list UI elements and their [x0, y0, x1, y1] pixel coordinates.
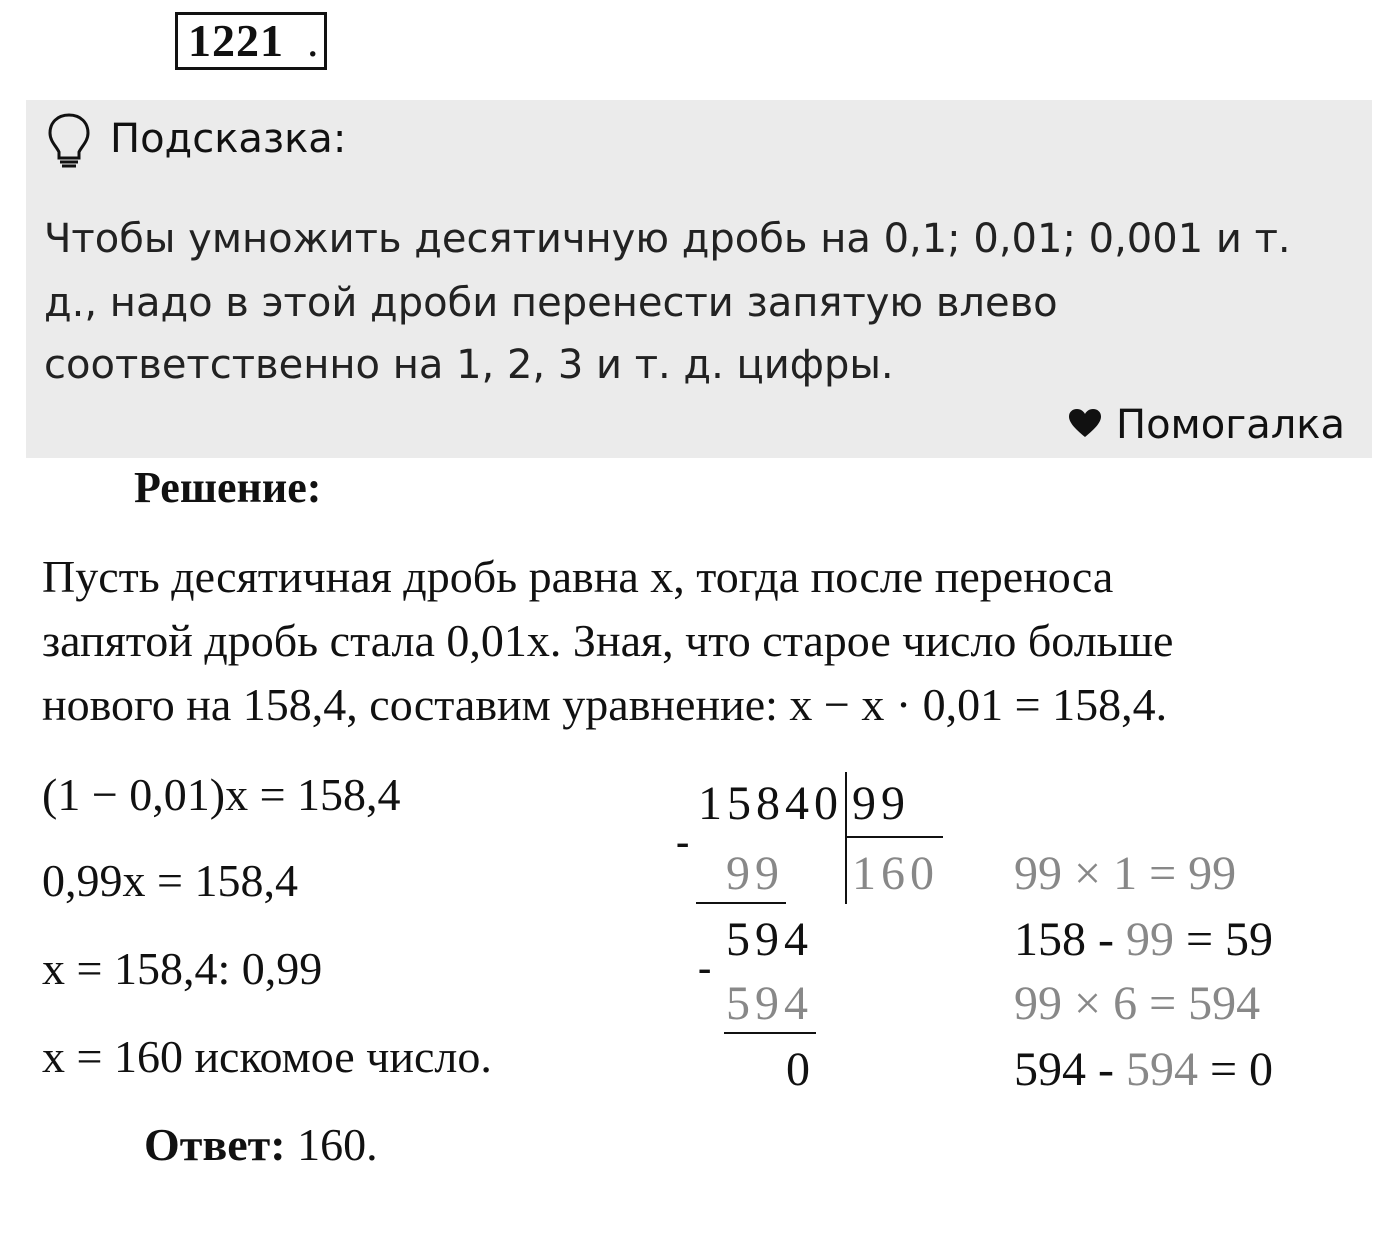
division-vertical-line [845, 772, 847, 904]
solution-heading: Решение: [134, 463, 322, 512]
solution-paragraph-line: нового на 158,4, составим уравнение: x − x · 0,01 = 158,4. [42, 679, 1168, 730]
heart-icon [1068, 408, 1102, 438]
equation-step: x = 158,4: 0,99 [42, 943, 323, 994]
division-remainder: 594 [726, 913, 813, 966]
calculation-line [1014, 846, 1236, 901]
division-subtrahend: 99 [726, 847, 784, 900]
division-quotient: 160 [852, 847, 939, 900]
minus-sign: - [676, 819, 690, 864]
equation-step: x = 160 искомое число. [42, 1031, 492, 1082]
hint-text-line: Чтобы умножить десятичную дробь на 0,1; 0,01; 0,001 и т. [44, 216, 1291, 262]
minus-sign: - [698, 945, 712, 990]
division-final-remainder: 0 [786, 1043, 815, 1096]
calc-tail: = 0 [1197, 1043, 1274, 1096]
division-divisor: 99 [852, 777, 910, 830]
calc-gray: 99 × 6 = 594 [1014, 977, 1261, 1030]
subtraction-line [696, 902, 786, 904]
calculation-line [1014, 976, 1260, 1031]
division-horizontal-line [845, 836, 943, 838]
calc-gray: 99 [1125, 913, 1174, 966]
division-subtrahend: 594 [726, 977, 813, 1030]
lightbulb-icon [46, 112, 92, 170]
hint-text-line: соответственно на 1, 2, 3 и т. д. цифры. [44, 342, 894, 388]
answer-value: 160. [285, 1119, 378, 1170]
hint-text-line: д., надо в этой дроби перенести запятую влево [44, 280, 1058, 326]
equation-step: (1 − 0,01)x = 158,4 [42, 769, 401, 820]
equation-step: 0,99x = 158,4 [42, 855, 298, 906]
answer [144, 1118, 378, 1171]
calc-tail: = 59 [1173, 913, 1274, 966]
calc-gray: 99 × 1 = 99 [1014, 847, 1237, 900]
problem-number: 1221 [188, 15, 284, 66]
subtraction-line [724, 1032, 816, 1034]
solution-paragraph-line: Пусть десятичная дробь равна x, тогда после переноса [42, 551, 1114, 602]
division-dividend: 15840 [698, 777, 843, 830]
calc-bold: 158 - [1014, 913, 1126, 966]
answer-label: Ответ: [144, 1119, 286, 1170]
solution-paragraph-line: запятой дробь стала 0,01x. Зная, что старое число больше [42, 615, 1174, 666]
hint-title: Подсказка: [110, 116, 347, 162]
brand-label: Помогалка [1116, 402, 1345, 448]
problem-number-dot: . [307, 15, 319, 66]
calculation-line [1014, 912, 1273, 967]
calc-gray: 594 [1125, 1043, 1198, 1096]
calculation-line [1014, 1042, 1273, 1097]
calc-bold: 594 - [1014, 1043, 1126, 1096]
